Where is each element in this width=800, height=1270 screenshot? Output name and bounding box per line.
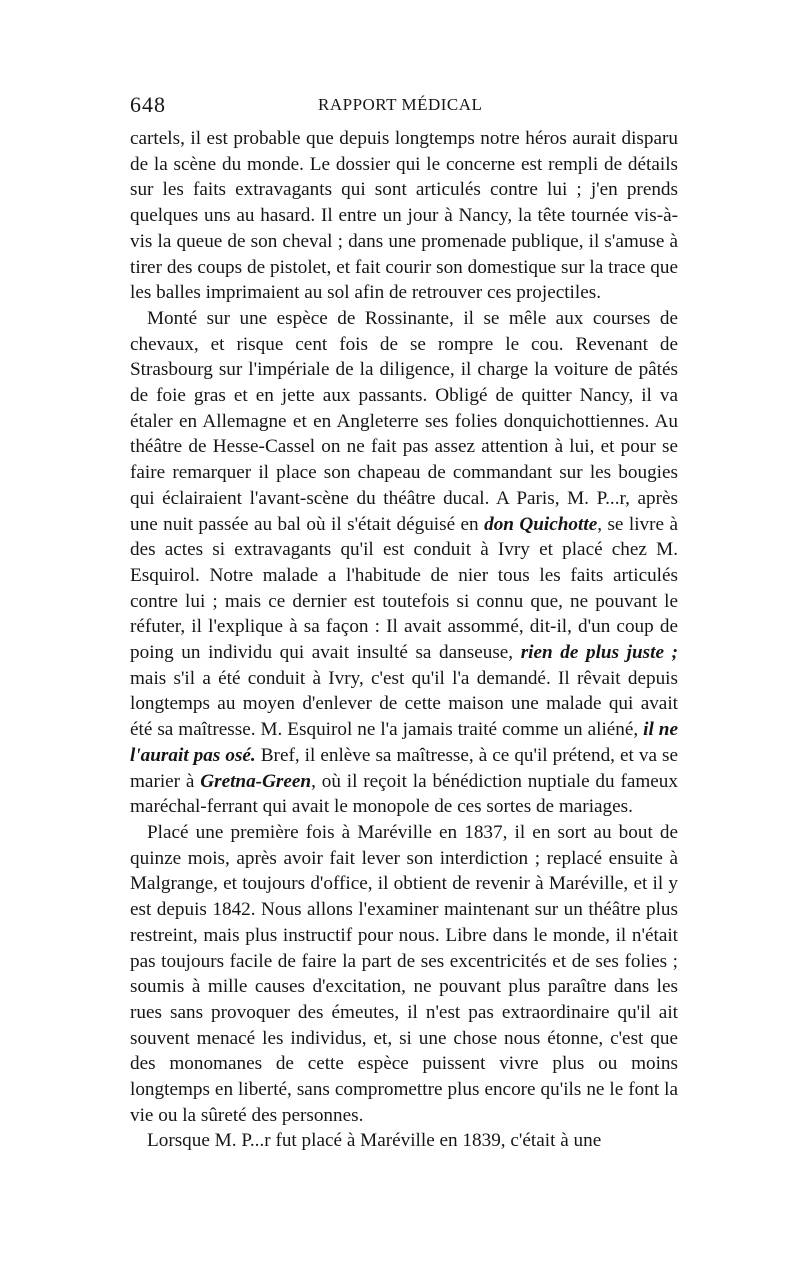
book-page <box>130 92 678 1154</box>
italic-text-run: il ne l'aurait pas osé. <box>130 719 678 766</box>
paragraph <box>130 306 678 820</box>
body-text <box>130 126 678 1154</box>
text-run: cartels, il est probable que depuis longtemps notre héros aurait disparu de la scène du monde. Le dossier qui le concerne est rempli de détails sur les faits extravagants qui sont articulés contre lui ; j'en prends quelques uns au hasard. Il entre un jour à Nancy, la tête tournée vis-à-vis la queue de son cheval ; dans une promenade publique, il s'amuse à tirer des coups de pistolet, et fait courir son domestique sur la trace que les balles imprimaient au sol afin de retrouver ces projectiles. <box>130 128 678 304</box>
text-run: Lorsque M. P...r fut placé à Maréville en 1839, c'était à une <box>147 1130 602 1152</box>
page-header <box>130 92 678 126</box>
paragraph <box>130 1128 678 1154</box>
text-run: Bref, il enlève sa maîtresse, à ce qu'il prétend, et va se marier à <box>130 744 678 792</box>
text-run: , où il reçoit la bénédiction nuptiale du fameux maréchal-ferrant qui avait le monopole de ces sortes de mariages. <box>130 770 678 818</box>
paragraph <box>130 820 678 1128</box>
text-run: mais s'il a été conduit à Ivry, c'est qu'il l'a demandé. Il rêvait depuis longtemps au moyen d'enlever de cette maison une malade qui avait été sa maîtresse. M. Esquirol ne l'a jamais traité comme un aliéné, <box>130 667 678 741</box>
text-run: Placé une première fois à Maréville en 1837, il en sort au bout de quinze mois, après avoir fait lever son interdiction ; replacé ensuite à Malgrange, et toujours d'office, il obtient de revenir à Maréville, et il y est depuis 1842. Nous allons l'examiner maintenant sur un théâtre plus restreint, mais plus instructif pour nous. Libre dans le monde, il n'était pas toujours facile de faire la part de ses excentricités et de ses folies ; soumis à mille causes d'excitation, ne pouvant plus paraître dans les rues sans provoquer des émeutes, il n'est pas extraordinaire qu'il ait souvent menacé les individus, et, si une chose nous étonne, c'est que des monomanes de cette espèce puissent vivre plus ou moins longtemps en liberté, sans compromettre plus encore qu'ils ne le font la vie ou la sûreté des personnes. <box>130 821 678 1126</box>
page-number: 648 <box>130 92 166 117</box>
text-run: Monté sur une espèce de Rossinante, il se mêle aux courses de chevaux, et risque cent fois de se rompre le cou. Revenant de Strasbourg sur l'impériale de la diligence, il charge la voiture de pâtés de foie gras et en jette aux passants. Obligé de quitter Nancy, il va étaler en Allemagne et en Angleterre ses folies donquichottiennes. Au théâtre de Hesse-Cassel on ne fait pas assez attention à lui, et pour se faire remarquer il place son chapeau de commandant sur les bougies qui éclairaient l'avant-scène du théâtre ducal. A Paris, M. P...r, après une nuit passée au bal où il s'était déguisé en <box>130 307 678 535</box>
text-run: , se livre à des actes si extravagants qu'il est conduit à Ivry et placé chez M. Esquirol. Notre malade a l'habitude de nier tous les faits articulés contre lui ; mais ce dernier est toutefois si connu que, ne pouvant le réfuter, il l'explique à sa façon : Il avait assommé, dit-il, d'un coup de poing un individu qui avait insulté sa danseuse, <box>130 513 678 664</box>
running-title: RAPPORT MÉDICAL <box>318 95 483 114</box>
italic-text-run: Gretna-Green <box>200 770 312 792</box>
italic-text-run: don Quichotte <box>484 513 598 535</box>
paragraph <box>130 126 678 306</box>
italic-text-run: rien de plus juste ; <box>520 642 678 664</box>
